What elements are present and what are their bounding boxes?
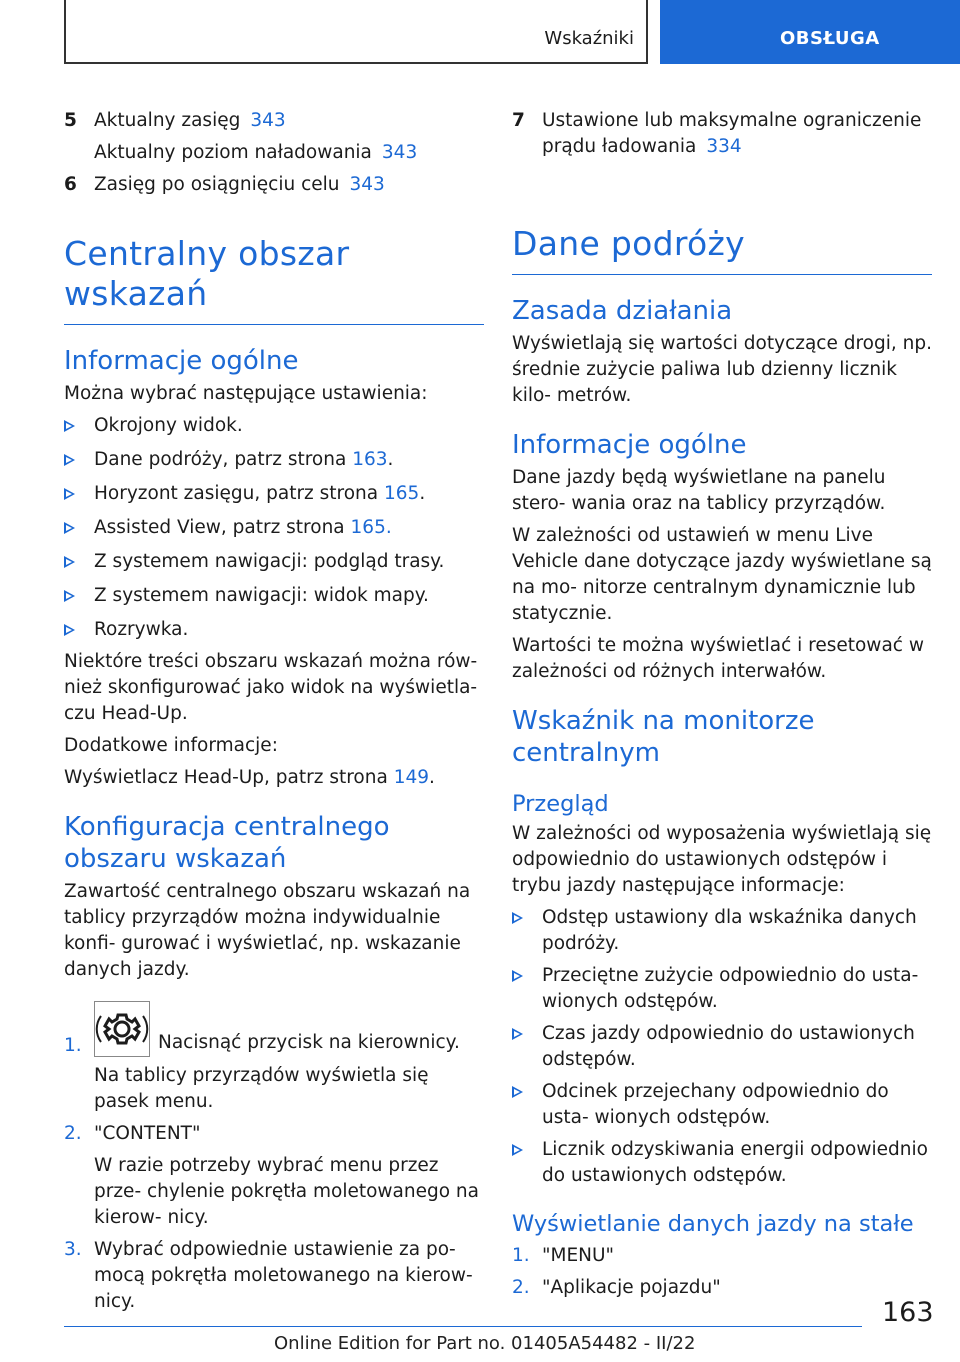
step-item <box>64 1001 484 1115</box>
info-list <box>512 905 932 1189</box>
page-ref-link[interactable]: 163 <box>352 449 388 470</box>
paragraph: W zależności od wyposażenia wyświetlają się odpowiednio do ustawionych odstępów i trybu jazdy następujące informacje: <box>512 823 932 896</box>
section-heading: Konfiguracja centralnego obszaru wskazań <box>64 812 390 874</box>
page-ref-link[interactable]: 343 <box>250 110 286 131</box>
chapter-heading: Dane podróży <box>512 224 932 275</box>
legend-number: 7 <box>512 110 525 131</box>
steps-list <box>512 1243 932 1301</box>
page-ref-link[interactable]: 343 <box>349 174 385 195</box>
paragraph: Wyświetlają się wartości dotyczące drogi, np. średnie zużycie paliwa lub dzienny licznik kilo‐ metrów. <box>512 333 932 406</box>
legend-item-5b <box>64 140 484 166</box>
triangle-bullet-icon <box>512 970 523 982</box>
legend-item-7 <box>512 108 932 160</box>
triangle-bullet-icon <box>64 454 75 466</box>
legend-text: Aktualny poziom naładowania <box>94 142 372 163</box>
list-item: Odcinek przejechany odpowiednio do usta‐ wionych odstępów. <box>512 1079 932 1131</box>
triangle-bullet-icon <box>512 1086 523 1098</box>
page-ref-link[interactable]: 165 <box>384 483 420 504</box>
step-text: "CONTENT" <box>94 1123 201 1144</box>
legend-number: 6 <box>64 174 77 195</box>
triangle-bullet-icon <box>64 590 75 602</box>
page-number: 163 <box>882 1297 934 1328</box>
chapter-heading: Centralny obszar wskazań <box>64 234 484 325</box>
right-column <box>512 108 932 1301</box>
step-number: 2. <box>64 1123 82 1144</box>
page-ref-link[interactable]: 149 <box>393 767 429 788</box>
triangle-bullet-icon <box>64 624 75 636</box>
step-number: 1. <box>64 1035 82 1056</box>
step-number: 3. <box>64 1239 82 1260</box>
page-ref-link[interactable]: 343 <box>381 142 418 163</box>
footer-edition: Online Edition for Part no. 01405A54482 - II/22 <box>274 1333 696 1354</box>
list-item: Assisted View, patrz strona 165. <box>64 515 484 541</box>
list-item: Z systemem nawigacji: widok mapy. <box>64 583 484 609</box>
footer-divider <box>64 1326 862 1327</box>
list-item: Przeciętne zużycie odpowiednio do usta‐ wionych odstępów. <box>512 963 932 1015</box>
list-item: Horyzont zasięgu, patrz strona 165. <box>64 481 484 507</box>
subsection-heading: Przegląd <box>512 791 609 817</box>
paragraph: Dodatkowe informacje: <box>64 735 278 756</box>
step-number: 1. <box>512 1245 530 1266</box>
section-heading: Wskaźnik na monitorze centralnym <box>512 706 815 768</box>
triangle-bullet-icon <box>64 522 75 534</box>
steps-list <box>64 1001 484 1315</box>
triangle-bullet-icon <box>512 1144 523 1156</box>
section-heading: Zasada działania <box>512 296 733 326</box>
list-item: Z systemem nawigacji: podgląd trasy. <box>64 549 484 575</box>
step-number: 2. <box>512 1277 530 1298</box>
list-item: Odstęp ustawiony dla wskaźnika danych podróży. <box>512 905 932 957</box>
chapter-tab[interactable] <box>660 0 960 64</box>
gear-settings-icon <box>94 1001 150 1057</box>
header-box <box>64 0 648 64</box>
step-item <box>512 1243 932 1269</box>
step-text: "MENU" <box>542 1245 615 1266</box>
legend-text: Aktualny zasięg <box>94 110 241 131</box>
legend-item-5 <box>64 108 484 134</box>
step-text: Wybrać odpowiednie ustawienie za po‐ mocą pokrętła moletowanego na kierow‐ nicy. <box>94 1239 473 1312</box>
triangle-bullet-icon <box>512 1028 523 1040</box>
paragraph: Wartości te można wyświetlać i resetować w zależności od różnych interwałów. <box>512 635 924 682</box>
section-title: Wskaźniki <box>544 28 634 49</box>
subsection-heading: Wyświetlanie danych jazdy na stałe <box>512 1211 914 1237</box>
paragraph: Dane jazdy będą wyświetlane na panelu stero‐ wania oraz na tablicy przyrządów. <box>512 467 886 514</box>
legend-number: 5 <box>64 110 77 131</box>
list-item: Rozrywka. <box>64 617 484 643</box>
step-item <box>64 1121 484 1231</box>
step-subtext: Na tablicy przyrządów wyświetla się pasek menu. <box>94 1065 429 1112</box>
legend-text: Zasięg po osiągnięciu celu <box>94 174 340 195</box>
page-ref-link[interactable]: 334 <box>706 136 742 157</box>
section-heading: Informacje ogólne <box>64 346 299 376</box>
list-item: Czas jazdy odpowiednio do ustawionych odstępów. <box>512 1021 932 1073</box>
page-ref-link[interactable]: 165. <box>350 517 392 538</box>
section-heading: Informacje ogólne <box>512 430 747 460</box>
list-item: Licznik odzyskiwania energii odpowiednio do ustawionych odstępów. <box>512 1137 932 1189</box>
triangle-bullet-icon <box>64 420 75 432</box>
step-subtext: W razie potrzeby wybrać menu przez prze‐ chylenie pokrętła moletowanego na kierow‐ nicy. <box>94 1155 479 1228</box>
settings-list <box>64 413 484 643</box>
list-item: Okrojony widok. <box>64 413 484 439</box>
paragraph: Wyświetlacz Head-Up, patrz strona 149. <box>64 767 435 788</box>
legend-text: Ustawione lub maksymalne ograniczenie prądu ładowania <box>542 110 922 157</box>
paragraph: Zawartość centralnego obszaru wskazań na tablicy przyrządów można indywidualnie konfi‐ gurować i wyświetlać, np. wskazanie danych jazdy. <box>64 881 471 980</box>
step-text: "Aplikacje pojazdu" <box>542 1277 721 1298</box>
step-item <box>512 1275 932 1301</box>
paragraph: W zależności od ustawień w menu Live Vehicle dane dotyczące jazdy wyświetlane są na mo‐ nitorze centralnym dynamicznie lub statycznie. <box>512 525 932 624</box>
intro-text: Można wybrać następujące ustawienia: <box>64 383 428 404</box>
triangle-bullet-icon <box>64 556 75 568</box>
left-column <box>64 108 484 1315</box>
list-item: Dane podróży, patrz strona 163. <box>64 447 484 473</box>
step-item <box>64 1237 484 1315</box>
step-text: Nacisnąć przycisk na kierownicy. <box>158 1032 460 1053</box>
chapter-tab-label: OBSŁUGA <box>780 28 880 49</box>
triangle-bullet-icon <box>512 912 523 924</box>
legend-item-6 <box>64 172 484 198</box>
triangle-bullet-icon <box>64 488 75 500</box>
paragraph: Niektóre treści obszaru wskazań można rów‐ nież skonfigurować jako widok na wyświetla‐ czu Head-Up. <box>64 651 478 724</box>
